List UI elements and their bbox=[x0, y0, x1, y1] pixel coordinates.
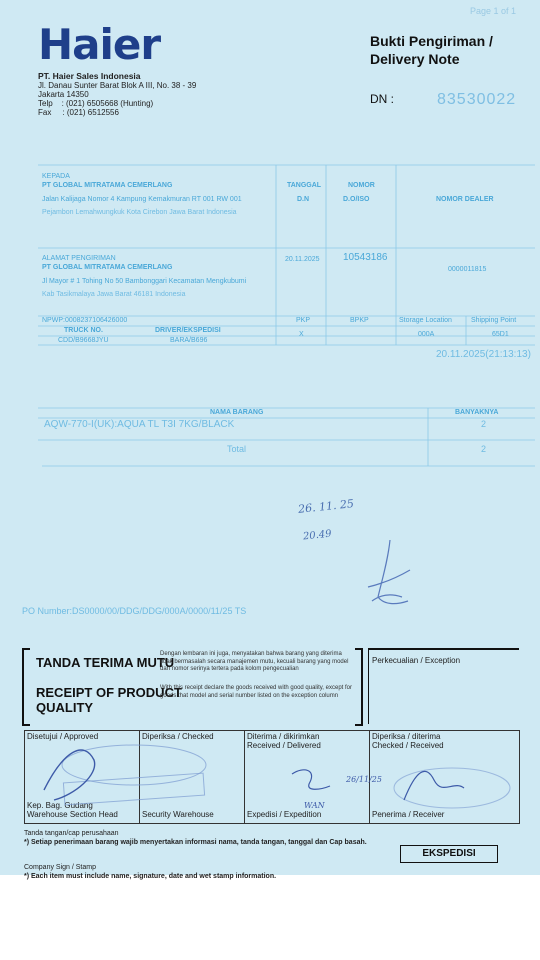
receipt-text-id: Dengan lembaran ini juga, menyatakan bahwa barang yang diterima tidak bermasalah secara manajemen mutu, kecuali barang yang model dan nomor serinya tertera pada kolom pengecualian bbox=[160, 651, 349, 672]
approved-sub2: Warehouse Section Head bbox=[27, 810, 118, 819]
receipt-text-en: With this receipt declare the goods received with good quality, except for goods that model and serial number listed on the exception column bbox=[160, 685, 352, 699]
shipping-point-label: Shipping Point bbox=[471, 317, 517, 324]
driver-label: DRIVER/EKSPEDISI bbox=[155, 327, 221, 334]
title-line2: Delivery Note bbox=[370, 51, 460, 67]
company-name: PT. Haier Sales Indonesia bbox=[38, 71, 141, 81]
total-label: Total bbox=[227, 444, 247, 454]
alamat-addr1: Jl Mayor # 1 Tohing No 50 Bambonggari Kecamatan Mengkubumi bbox=[42, 278, 247, 285]
items-header-qty: BANYAKNYA bbox=[455, 409, 499, 416]
alamat-label: ALAMAT PENGIRIMAN bbox=[42, 255, 116, 262]
value-nomor: 10543186 bbox=[343, 252, 388, 263]
col-dealer: NOMOR DEALER bbox=[436, 196, 494, 203]
kepada-addr1: Jalan Kalijaga Nomor 4 Kampung Kemakmuran RT 001 RW 001 bbox=[42, 196, 242, 203]
truck-label: TRUCK NO. bbox=[64, 327, 103, 334]
value-tanggal: 20.11.2025 bbox=[285, 256, 320, 263]
total-qty: 2 bbox=[481, 444, 487, 454]
kepada-name: PT GLOBAL MITRATAMA CEMERLANG bbox=[42, 182, 173, 189]
col-nomor-sub: D.O/ISO bbox=[343, 196, 370, 203]
received2-label: Checked / Received bbox=[372, 741, 444, 750]
dn-label: DN : bbox=[370, 92, 394, 106]
kepada-label: KEPADA bbox=[42, 173, 70, 180]
company-address1: Jl. Danau Sunter Barat Blok A III, No. 38 - 39 bbox=[38, 81, 197, 90]
storage-value: 000A bbox=[418, 331, 435, 338]
driver-value: BARA/B696 bbox=[170, 337, 208, 344]
receipt-title-en2: QUALITY bbox=[36, 700, 94, 715]
exception-label: Perkecualian / Exception bbox=[372, 656, 461, 665]
footer-note1: *) Setiap penerimaan barang wajib menyertakan informasi nama, tanda tangan, tanggal dan Cap basah. bbox=[24, 839, 367, 846]
company-telp: Telp : (021) 6505668 (Hunting) bbox=[38, 99, 154, 108]
npwp: NPWP:0008237106426000 bbox=[42, 317, 128, 324]
page-number: Page 1 of 1 bbox=[470, 6, 517, 16]
col-tanggal: TANGGAL bbox=[287, 182, 322, 189]
handwritten-signature bbox=[360, 535, 420, 610]
po-number: PO Number:DS0000/00/DDG/DDG/000A/0000/11/25 TS bbox=[22, 606, 247, 616]
col-tanggal-sub: D.N bbox=[297, 196, 310, 203]
company-address2: Jakarta 14350 bbox=[38, 90, 89, 99]
received-label: Diterima / dikirimkan bbox=[247, 732, 320, 741]
title-line1: Bukti Pengiriman / bbox=[370, 33, 493, 49]
truck-value: CDD/B9668JYU bbox=[58, 337, 109, 344]
footer-company-sign: Company Sign / Stamp bbox=[24, 864, 96, 871]
delivered-label: Received / Delivered bbox=[247, 741, 321, 750]
copy-label: EKSPEDISI bbox=[400, 845, 498, 863]
pkp-value: X bbox=[299, 331, 304, 338]
stamps-and-signatures bbox=[24, 730, 518, 822]
kepada-addr2: Pejambon Lemahwungkuk Kota Cirebon Jawa Barat Indonesia bbox=[42, 209, 237, 216]
storage-location-label: Storage Location bbox=[399, 317, 452, 324]
alamat-addr2: Kab Tasikmalaya Jawa Barat 46181 Indonesia bbox=[42, 291, 186, 298]
item-qty: 2 bbox=[481, 419, 487, 429]
checked2-label: Diperiksa / diterima bbox=[372, 732, 441, 741]
dn-value: 83530022 bbox=[437, 91, 517, 108]
svg-text:WAN: WAN bbox=[304, 801, 325, 810]
haier-logo: Haier bbox=[38, 20, 161, 69]
approved-sub1: Kep. Bag. Gudang bbox=[27, 801, 93, 810]
receipt-bracket-right bbox=[355, 648, 363, 726]
approved-label: Disetujui / Approved bbox=[27, 732, 99, 741]
item-name: AQW-770-I(UK):AQUA TL T3I 7KG/BLACK bbox=[44, 419, 235, 430]
checked-label: Diperiksa / Checked bbox=[142, 732, 214, 741]
expedition-sub: Expedisi / Expedition bbox=[247, 810, 322, 819]
company-fax: Fax : (021) 6512556 bbox=[38, 108, 119, 117]
handwritten-date: 26. 11. 25 bbox=[297, 497, 355, 516]
receipt-bracket-left bbox=[22, 648, 30, 726]
receiver-sub: Penerima / Receiver bbox=[372, 810, 445, 819]
checked-sub: Security Warehouse bbox=[142, 810, 214, 819]
footer-sign-label: Tanda tangan/cap perusahaan bbox=[24, 830, 119, 837]
col-nomor: NOMOR bbox=[348, 182, 375, 189]
bpkp-label: BPKP bbox=[350, 317, 369, 324]
svg-text:26/11/25: 26/11/25 bbox=[346, 775, 382, 784]
items-header-name: NAMA BARANG bbox=[210, 409, 264, 416]
shipping-value: 65D1 bbox=[492, 331, 509, 338]
footer-note2: *) Each item must include name, signature, date and wet stamp information. bbox=[24, 873, 277, 880]
receipt-title-en1: RECEIPT OF PRODUCT bbox=[36, 685, 182, 700]
pkp-label: PKP bbox=[296, 317, 311, 324]
value-dealer: 0000011815 bbox=[448, 266, 487, 273]
handwritten-time: 20.49 bbox=[302, 528, 333, 543]
receipt-title-id: TANDA TERIMA MUTU bbox=[36, 655, 175, 670]
alamat-name: PT GLOBAL MITRATAMA CEMERLANG bbox=[42, 264, 173, 271]
print-timestamp: 20.11.2025(21:13:13) bbox=[436, 349, 531, 360]
